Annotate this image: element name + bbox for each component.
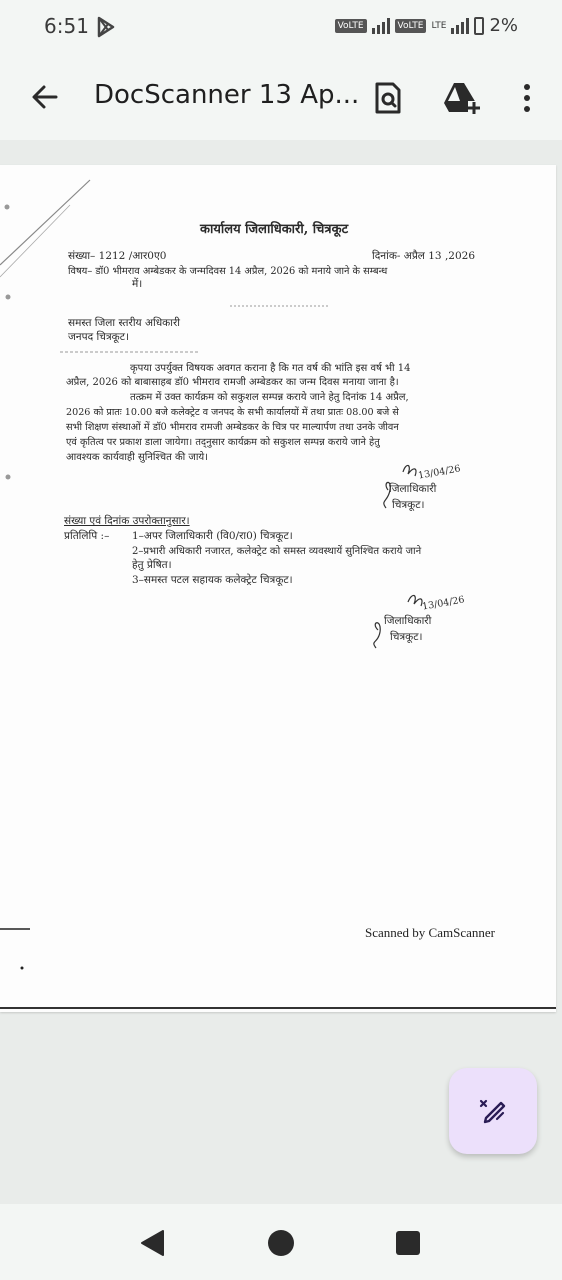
body-line: अप्रैल, 2026 को बाबासाहब डॉ0 भीमराव रामजी अम्बेडकर का जन्म दिवस मनाया जाना है। (66, 377, 399, 388)
document-heading: कार्यालय जिलाधिकारी, चित्रकूट (200, 222, 349, 237)
status-bar (0, 0, 562, 56)
recipient-line: समस्त जिला स्तरीय अधिकारी (68, 317, 180, 329)
nav-recents-icon[interactable] (393, 1228, 423, 1258)
arrow-back-icon[interactable] (28, 80, 62, 114)
volte-badge: VoLTE (335, 19, 367, 33)
copy-item: 1–अपर जिलाधिकारी (वि0/रा0) चित्रकूट। (132, 530, 293, 542)
body-line: आवश्यक कार्यवाही सुनिश्चित की जाये। (66, 452, 209, 463)
document-search-icon[interactable] (368, 78, 408, 118)
recipient-line: जनपद चित्रकूट। (68, 331, 130, 343)
drive-add-icon[interactable] (441, 78, 481, 118)
app-bar (0, 56, 562, 140)
status-icons (335, 15, 518, 36)
body-line: 2026 को प्रातः 10.00 बजे कलेक्ट्रेट व जनपद के सभी कार्यालयों में तथा प्रातः 08.00 बजे से (66, 407, 399, 418)
pen-sparkle-icon (477, 1093, 509, 1129)
signal-icon (451, 18, 469, 34)
nav-back-icon[interactable] (137, 1228, 167, 1258)
body-line: एवं कृतित्व पर प्रकाश डाला जायेगा। तद्नुसार कार्यक्रम को सकुशल सम्पन्न कराये जाने हेतु (66, 437, 380, 448)
signatory-title: जिलाधिकारी (384, 615, 432, 627)
signatory-place: चित्रकूट। (390, 631, 423, 643)
subject-line: में। (132, 278, 143, 290)
signature-date: 13/04/26 (421, 594, 466, 613)
copy-label: प्रतिलिपि :– (64, 530, 110, 542)
copy-item: 2–प्रभारी अधिकारी नजारत, कलेक्ट्रेट को समस्त व्यवस्थायें सुनिश्चित कराये जाने (132, 546, 422, 557)
signatory-place: चित्रकूट। (392, 499, 425, 511)
copy-heading: संख्या एवं दिनांक उपरोक्तानुसार। (64, 515, 190, 527)
body-line: सभी शिक्षण संस्थाओं में डॉ0 भीमराव रामजी अम्बेडकर के चित्र पर माल्यार्पण तथा उनके जीवन (66, 422, 399, 433)
body-line: कृपया उपर्युक्त विषयक अवगत कराना है कि गत वर्ष की भांति इस वर्ष भी 14 (130, 363, 411, 374)
battery-percent: 2% (489, 15, 518, 36)
status-time: 6:51 (44, 14, 89, 38)
signatory-title: जिलाधिकारी (389, 483, 437, 495)
camscanner-watermark: Scanned by CamScanner (365, 925, 495, 940)
nav-home-icon[interactable] (266, 1228, 296, 1258)
copy-item: 3–समस्त पटल सहायक कलेक्ट्रेट चित्रकूट। (132, 574, 293, 586)
more-vert-icon[interactable] (507, 78, 547, 118)
play-store-icon (96, 16, 116, 42)
signal-icon (372, 18, 390, 34)
battery-icon (474, 17, 484, 35)
subject-line: विषय– डॉ0 भीमराव अम्बेडकर के जन्मदिवस 14 अप्रैल, 2026 को मनाये जाने के सम्बन्ध (68, 266, 388, 277)
system-nav-bar (0, 1204, 562, 1280)
document-title: DocScanner 13 Ap... (94, 80, 360, 110)
signature-date: 13/04/26 (417, 463, 462, 482)
document-date: दिनांक- अप्रैल 13 ,2026 (372, 250, 476, 262)
edit-fab-button[interactable] (449, 1068, 537, 1154)
reference-number: संख्या– 1212 /आर0ए0 (68, 250, 167, 262)
scanned-document-page[interactable] (0, 165, 556, 1012)
body-line: तत्क्रम में उक्त कार्यक्रम को सकुशल सम्पन्न कराये जाने हेतु दिनांक 14 अप्रैल, (130, 392, 409, 403)
copy-item: हेतु प्रेषित। (132, 559, 172, 571)
lte-label: LTE (431, 20, 447, 31)
scan-artifacts (0, 165, 556, 1012)
volte-badge: VoLTE (395, 19, 427, 33)
